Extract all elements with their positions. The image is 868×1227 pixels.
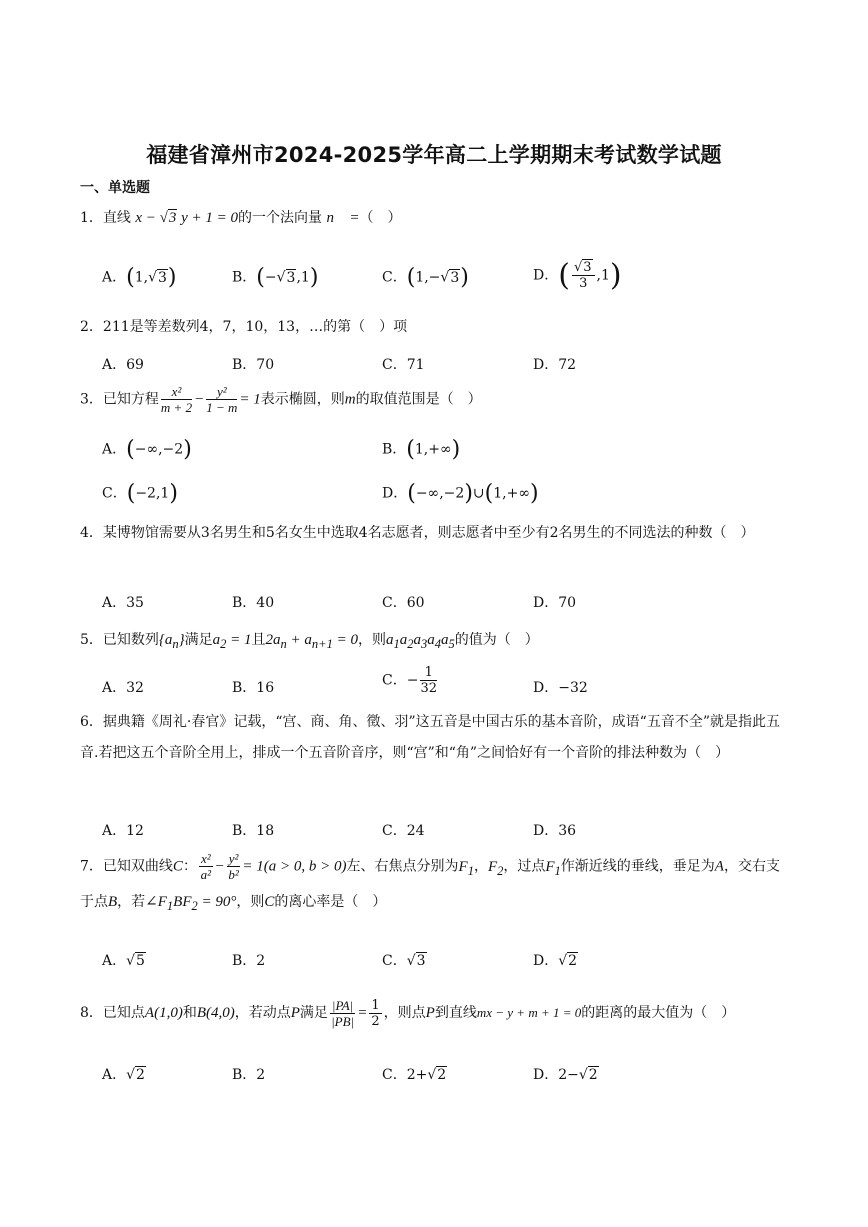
q7-option-c: C．√3 <box>382 953 426 969</box>
q7-option-a: A．√5 <box>102 953 145 969</box>
q7-option-b: B．2 <box>232 953 266 969</box>
q6-option-a: A．12 <box>102 823 144 839</box>
question-3: 3．已知方程 $\frac{\text{x²}}{m + 2}$ − $\frac{\text{y²}}{1 - m}$ = 1表示椭圆，则m的取值范围是（ ） <box>80 384 482 415</box>
q7-option-d: D．√2 <box>533 953 578 969</box>
q5-option-d: D．−32 <box>533 680 588 696</box>
q6-option-c: C．24 <box>382 823 425 839</box>
q2-option-b: B．70 <box>232 357 275 373</box>
q2-option-d: D．72 <box>533 357 577 373</box>
q8-option-d: D．2−√2 <box>533 1067 598 1083</box>
q1-option-a: A．(1,√3) <box>102 265 177 290</box>
q1-option-b: B．(−√3,1) <box>232 265 319 290</box>
question-1: 1．直线 x − √3 y + 1 = 0的一个法向量 n⃗ =（ ） <box>80 210 402 226</box>
question-8: 8．已知点A(1,0)和B(4,0)，若动点P满足 $\frac{|PA|}{|PB|}$ = $\frac{1}{2}$ ，则点P到直线mx − y + m + 1 = 0的距离的最大值为（ ） <box>80 997 736 1029</box>
page-title: 福建省漳州市2024-2025学年高二上学期期末考试数学试题 <box>146 143 722 167</box>
q2-option-c: C．71 <box>382 357 425 373</box>
line-equation: x − √3 y + 1 = 0 <box>135 210 239 226</box>
q5-option-b: B．16 <box>232 680 275 696</box>
q4-option-d: D．70 <box>533 595 577 611</box>
q1-option-c: C．(1,−√3) <box>382 265 469 290</box>
question-7: 7．已知双曲线C： $\frac{\text{x²}}{\text{a²}}$ − $\frac{\text{y²}}{\text{b²}}$ = 1(a > 0, b > 0)左、右焦点分别为$F_1$，$F_2$，过点$F_1$作渐近线的垂线，垂足为A，交右支于点B，若$\angle F_1BF_2 = 90^\circ$，则C的离心率是（ ） <box>80 851 780 913</box>
q5-option-a: A．32 <box>102 680 144 696</box>
q5-option-c: C．− $\frac{1}{32}$ <box>382 665 437 696</box>
q6-option-b: B．18 <box>232 823 275 839</box>
q6-option-d: D．36 <box>533 823 577 839</box>
q3-option-d: D．(−∞,−2)∪(1,+∞) <box>382 481 539 506</box>
q8-option-c: C．2+√2 <box>382 1067 447 1083</box>
question-6: 6．据典籍《周礼·春官》记载，“宫、商、角、徵、羽”这五音是中国古乐的基本音阶，成语“五音不全”就是指此五音.若把这五个音阶全用上，排成一个五音阶音序，则“宫”和“角”之间恰好有一个音阶的排法种数为（ ） <box>80 714 780 761</box>
q4-option-a: A．35 <box>102 595 144 611</box>
question-5: 5．已知数列$\{a_n\}$满足$a_2 = 1$且$2a_n + a_{n+1} = 0$，则$a_1a_2a_3a_4a_5$的值为（ ） <box>80 632 539 651</box>
q3-option-c: C．(−2,1) <box>102 481 178 506</box>
q1-option-d: D．( $\frac{√3}{3}$ ,1) <box>533 258 622 293</box>
question-2: 2．211是等差数列4，7，10，13，…的第（ ）项 <box>80 319 408 335</box>
q2-option-a: A．69 <box>102 357 144 373</box>
section-heading: 一、单选题 <box>80 180 150 196</box>
question-4: 4．某博物馆需要从3名男生和5名女生中选取4名志愿者，则志愿者中至少有2名男生的不同选法的种数（ ） <box>80 525 755 541</box>
q8-option-b: B．2 <box>232 1067 266 1083</box>
q8-option-a: A．√2 <box>102 1067 145 1083</box>
q3-option-a: A．(−∞,−2) <box>102 437 192 462</box>
q4-option-c: C．60 <box>382 595 425 611</box>
q4-option-b: B．40 <box>232 595 275 611</box>
q3-option-b: B．(1,+∞) <box>382 437 461 462</box>
